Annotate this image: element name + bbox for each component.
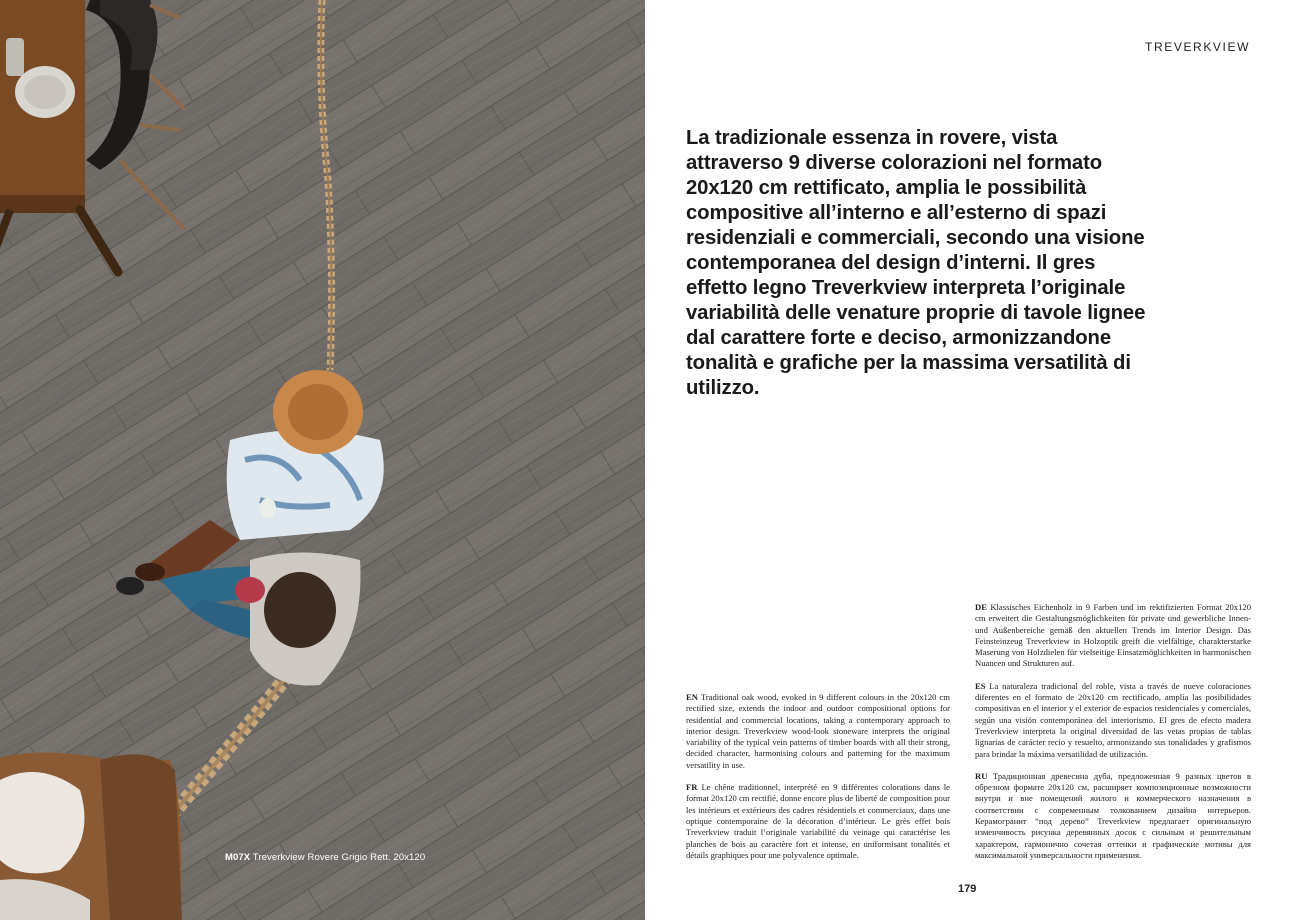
sofa-illustration <box>0 753 182 920</box>
lang-code-en: EN <box>686 692 698 702</box>
lang-code-ru: RU <box>975 770 988 781</box>
lang-code-es: ES <box>975 680 986 691</box>
photo-caption <box>225 852 425 863</box>
text-ru: Традиционная древесина дуба, предложенная 9 разных цветов в обрезном формате 20x120 см, расширяет композиционные возможности внутри и вне помещений жилого и коммерческого назначения в соответствии с современным толкованием дизайна интерьеров. Керамогранит “под дерево” Treverkview предлагает оригинальную изменчивость рисунка деревянных досок с сильным и решительным характером, гармонично сочетая оттенки и графические мотивы для максимальной универсальности применения. <box>975 770 1251 860</box>
caption-product-code: M07X <box>225 852 251 863</box>
text-en: Traditional oak wood, evoked in 9 different colours in the 20x120 cm rectified size, extends the indoor and outdoor compositional options for residential and commercial locations, taking a contemporary approach to interior design. Treverkview wood-look stoneware interprets the original variability of the typical vein patterns of timber boards with all their strong, decided character, harmonising colours and patterning for the maximum versatility in use. <box>686 692 950 770</box>
brand-name: TREVERKVIEW <box>1145 40 1250 54</box>
photo-illustration <box>0 0 645 920</box>
translation-en <box>686 692 950 771</box>
lang-code-de: DE <box>975 602 987 612</box>
translation-es <box>975 681 1251 760</box>
headline-paragraph: La tradizionale essenza in rovere, vista attraverso 9 diverse colorazioni nel formato 20x120 cm rettificato, amplia le possibilità compositive all’interno e all’esterno di spazi residenziali e commerciali, secondo una visione contemporanea del design d’interni. Il gres effetto legno Treverkview interpreta l’originale variabilità delle venature proprie di tavole lignee dal carattere forte e deciso, armonizzandone tonalità e grafiche per la massima versatilità di utilizzo. <box>686 127 1146 399</box>
text-de: Klassisches Eichenholz in 9 Farben und im rektifizierten Format 20x120 cm erweitert die Gestaltungsmöglichkeiten für private und gewerbliche Innen- und Außenbereiche gemäß den aktuellen Trends im Interior Design. Das Feinsteinzeug Treverkview in Holzoptik greift die vielfältige, charakterstarke Maserung von Holzdielen für vielseitige Einsatzmöglichkeiten in harmonischen Nuancen und Strukturen auf. <box>975 602 1251 669</box>
product-photo <box>0 0 645 920</box>
lang-code-fr: FR <box>686 782 698 793</box>
text-fr: Le chêne traditionnel, interprété en 9 différentes colorations dans le format 20x120 cm rectifié, donne encore plus de liberté de composition pour les intérieurs et extérieurs des cadres résidentiels et commerciaux, dans une optique contemporaine de la décoration d’intérieur. Le grès effet bois Treverkview traduit l’originale variabilité du veinage qui caractérise les planches de bois au caractère fort et intense, en uniformisant tonalités et détails graphiques pour une polyvalence optimale. <box>686 782 950 860</box>
translation-ru <box>975 771 1251 861</box>
translation-de <box>975 602 1251 670</box>
translation-fr <box>686 782 950 861</box>
page-number: 179 <box>958 883 977 895</box>
translations-column-left <box>686 692 950 872</box>
caption-product-name: Treverkview Rovere Grigio Rett. 20x120 <box>252 852 426 863</box>
translations-column-right <box>975 602 1251 872</box>
text-es: La naturaleza tradicional del roble, vista a través de nueve coloraciones diferentes en el formato de 20x120 cm rectificado, amplía las posibilidades compositivas en el interior y el exterior de espacios residenciales y comerciales, según una visión contemporánea del interiorismo. El gres de efecto madera Treverkview interpreta la original diversidad de las vetas propias de tablas lignarias de carácter recio y resuelto, armonizando sus tonalidades y grafismos para brindar la máxima versatilidad de utilización. <box>975 680 1251 759</box>
